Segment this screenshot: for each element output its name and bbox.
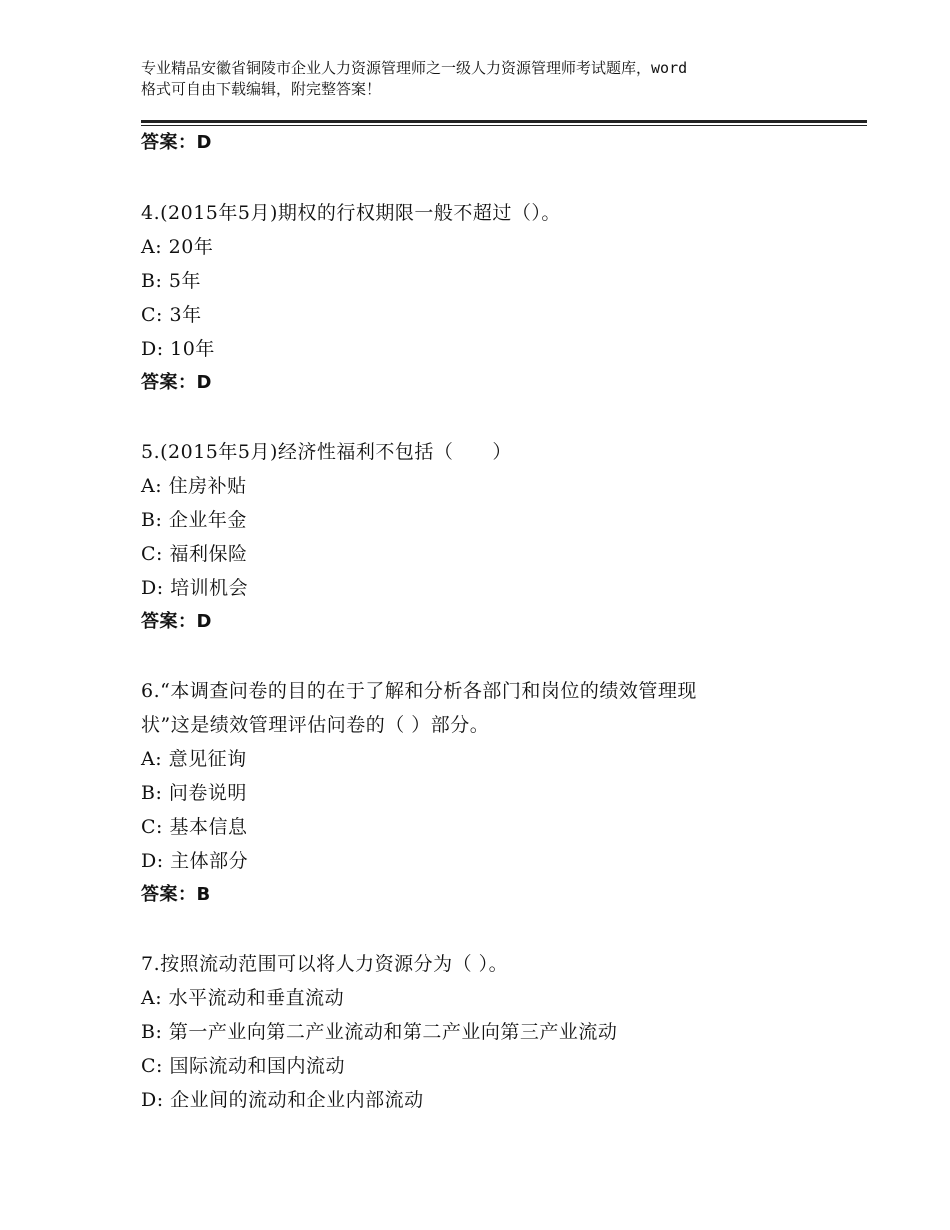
question-4-option-c: C: 3年 (141, 304, 202, 326)
question-6-option-d: D: 主体部分 (141, 850, 249, 872)
question-5-option-a: A: 住房补贴 (141, 475, 247, 497)
question-4-option-a: A: 20年 (141, 236, 214, 258)
question-6-stem-line-1: 6.“本调查问卷的目的在于了解和分析各部门和岗位的绩效管理现 (141, 680, 697, 702)
question-7-option-a: A: 水平流动和垂直流动 (141, 987, 345, 1009)
question-4-option-b: B: 5年 (141, 270, 201, 292)
question-7-stem: 7.按照流动范围可以将人力资源分为（ ）。 (141, 953, 509, 975)
question-5-option-c: C: 福利保险 (141, 543, 248, 565)
question-5-stem: 5.(2015年5月)经济性福利不包括（ ） (141, 441, 512, 463)
question-4-answer: 答案：D (141, 372, 212, 393)
question-7-option-c: C: 国际流动和国内流动 (141, 1055, 345, 1077)
question-6-stem-line-2: 状”这是绩效管理评估问卷的（ ）部分。 (141, 714, 490, 736)
question-6-option-a: A: 意见征询 (141, 748, 247, 770)
question-6-option-c: C: 基本信息 (141, 816, 248, 838)
document-header (141, 58, 841, 100)
header-line-1: 专业精品安徽省铜陵市企业人力资源管理师之一级人力资源管理师考试题库，word (141, 59, 688, 77)
header-rule-thick (141, 120, 867, 123)
question-4-stem: 4.(2015年5月)期权的行权期限一般不超过（）。 (141, 202, 561, 224)
prev-answer: 答案：D (141, 132, 212, 153)
question-5-option-b: B: 企业年金 (141, 509, 247, 531)
question-5-answer: 答案：D (141, 611, 212, 632)
question-4-option-d: D: 10年 (141, 338, 215, 360)
question-7-option-d: D: 企业间的流动和企业内部流动 (141, 1089, 424, 1111)
header-rule-thin (141, 125, 867, 126)
question-6-answer: 答案：B (141, 884, 211, 905)
question-5-option-d: D: 培训机会 (141, 577, 249, 599)
question-6-option-b: B: 问卷说明 (141, 782, 247, 804)
header-line-2: 格式可自由下载编辑，附完整答案！ (141, 80, 382, 98)
question-7-option-b: B: 第一产业向第二产业流动和第二产业向第三产业流动 (141, 1021, 618, 1043)
